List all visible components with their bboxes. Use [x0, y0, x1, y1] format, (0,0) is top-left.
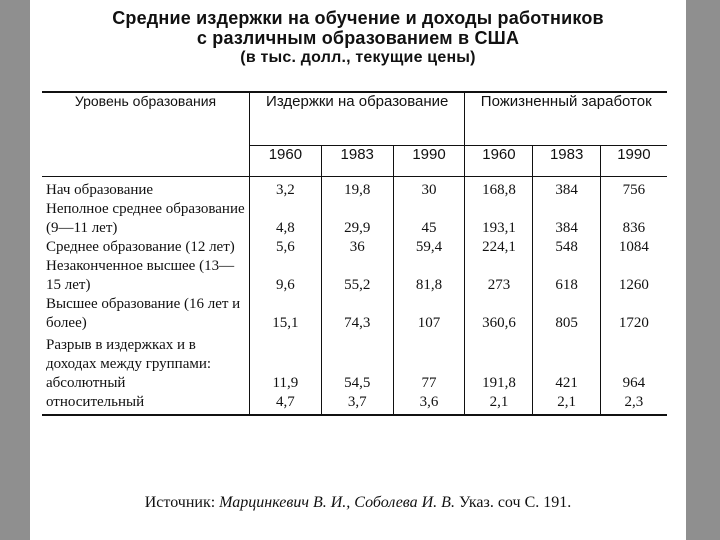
cell-value	[393, 333, 465, 374]
cell-value: 15,1	[250, 295, 322, 333]
cell-value: 360,6	[465, 295, 533, 333]
row-label: Высшее образование (16 лет и более)	[42, 295, 250, 333]
row-label: относительный	[42, 393, 250, 415]
cell-value: 81,8	[393, 257, 465, 295]
cell-value: 548	[533, 238, 600, 257]
row-label: Нач образование	[42, 177, 250, 201]
source-note	[30, 494, 686, 512]
cell-value	[250, 333, 322, 374]
cell-value: 3,2	[250, 177, 322, 201]
year-header: 1960	[465, 146, 533, 177]
source-suffix: Указ. соч С. 191.	[454, 494, 572, 511]
cell-value: 168,8	[465, 177, 533, 201]
cell-value	[321, 333, 393, 374]
title-line-2: с различным образованием в США	[196, 28, 520, 48]
cell-value: 30	[393, 177, 465, 201]
year-header: 1960	[250, 146, 322, 177]
source-prefix: Источник:	[144, 494, 220, 511]
cell-value: 805	[533, 295, 600, 333]
level-header: Уровень образования	[42, 92, 250, 177]
table-row	[42, 333, 667, 374]
page-title	[30, 8, 686, 68]
cell-value: 74,3	[321, 295, 393, 333]
cell-value: 2,1	[465, 393, 533, 415]
year-header: 1990	[600, 146, 667, 177]
cell-value	[533, 333, 600, 374]
row-label: Незаконченное высшее (13—15 лет)	[42, 257, 250, 295]
cell-value: 836	[622, 220, 646, 236]
cell-value: 9,6	[250, 257, 322, 295]
cell-value: 3,7	[321, 393, 393, 415]
cell-value: 77	[393, 374, 465, 393]
cell-value: 384	[533, 177, 600, 201]
cell-value: 2,1	[533, 393, 600, 415]
cell-value: 191,8	[465, 374, 533, 393]
cell-value: 273	[465, 257, 533, 295]
document-page	[30, 0, 686, 540]
cell-value: 55,2	[321, 257, 393, 295]
source-authors: Марцинкевич В. И., Соболева И. В.	[219, 494, 455, 511]
cell-value: 36	[321, 238, 393, 257]
cell-value: 1720	[618, 315, 649, 331]
table-row	[42, 177, 667, 201]
right-margin-bar	[686, 0, 720, 540]
cell-value: 19,8	[321, 177, 393, 201]
cell-value: 224,1	[465, 238, 533, 257]
row-label: Разрыв в издержках и в доходах между группами:	[42, 333, 250, 374]
year-header: 1983	[321, 146, 393, 177]
cell-value: 11,9	[250, 374, 322, 393]
table-row	[42, 374, 667, 393]
title-line-1: Средние издержки на обучение и доходы работников	[112, 8, 604, 28]
title-line-3: (в тыс. долл., текущие цены)	[240, 49, 476, 66]
year-header: 1983	[533, 146, 600, 177]
cell-value: 59,4	[393, 238, 465, 257]
cell-value: 618	[533, 257, 600, 295]
year-header: 1990	[393, 146, 465, 177]
cell-value: 4,8	[250, 200, 322, 238]
cell-value: 45	[393, 200, 465, 238]
table-row	[42, 257, 667, 295]
data-table	[42, 91, 667, 416]
cell-value: 3,6	[393, 393, 465, 415]
cell-value: 107	[393, 295, 465, 333]
cell-value: 4,7	[250, 393, 322, 415]
cell-value: 421	[533, 374, 600, 393]
cell-value: 54,5	[321, 374, 393, 393]
cell-value	[465, 333, 533, 374]
costs-header: Издержки на образование	[250, 92, 465, 146]
cell-value: 384	[533, 200, 600, 238]
cell-value: 964	[622, 375, 646, 391]
cell-value	[600, 333, 667, 374]
earnings-header: Пожизненный заработок	[465, 92, 667, 146]
cell-value: 193,1	[465, 200, 533, 238]
table-row	[42, 238, 667, 257]
cell-value: 2,3	[600, 393, 667, 415]
table-row	[42, 200, 667, 238]
cell-value: 29,9	[321, 200, 393, 238]
table-row	[42, 295, 667, 333]
row-label: Среднее образование (12 лет)	[42, 238, 250, 257]
cell-value: 756	[622, 182, 646, 198]
cell-value: 5,6	[250, 238, 322, 257]
cell-value: 1260	[618, 277, 649, 293]
left-margin-bar	[0, 0, 30, 540]
cell-value: 1084	[618, 239, 649, 255]
row-label: Неполное среднее образование (9—11 лет)	[42, 200, 250, 238]
row-label: абсолютный	[42, 374, 250, 393]
table-row	[42, 393, 667, 415]
